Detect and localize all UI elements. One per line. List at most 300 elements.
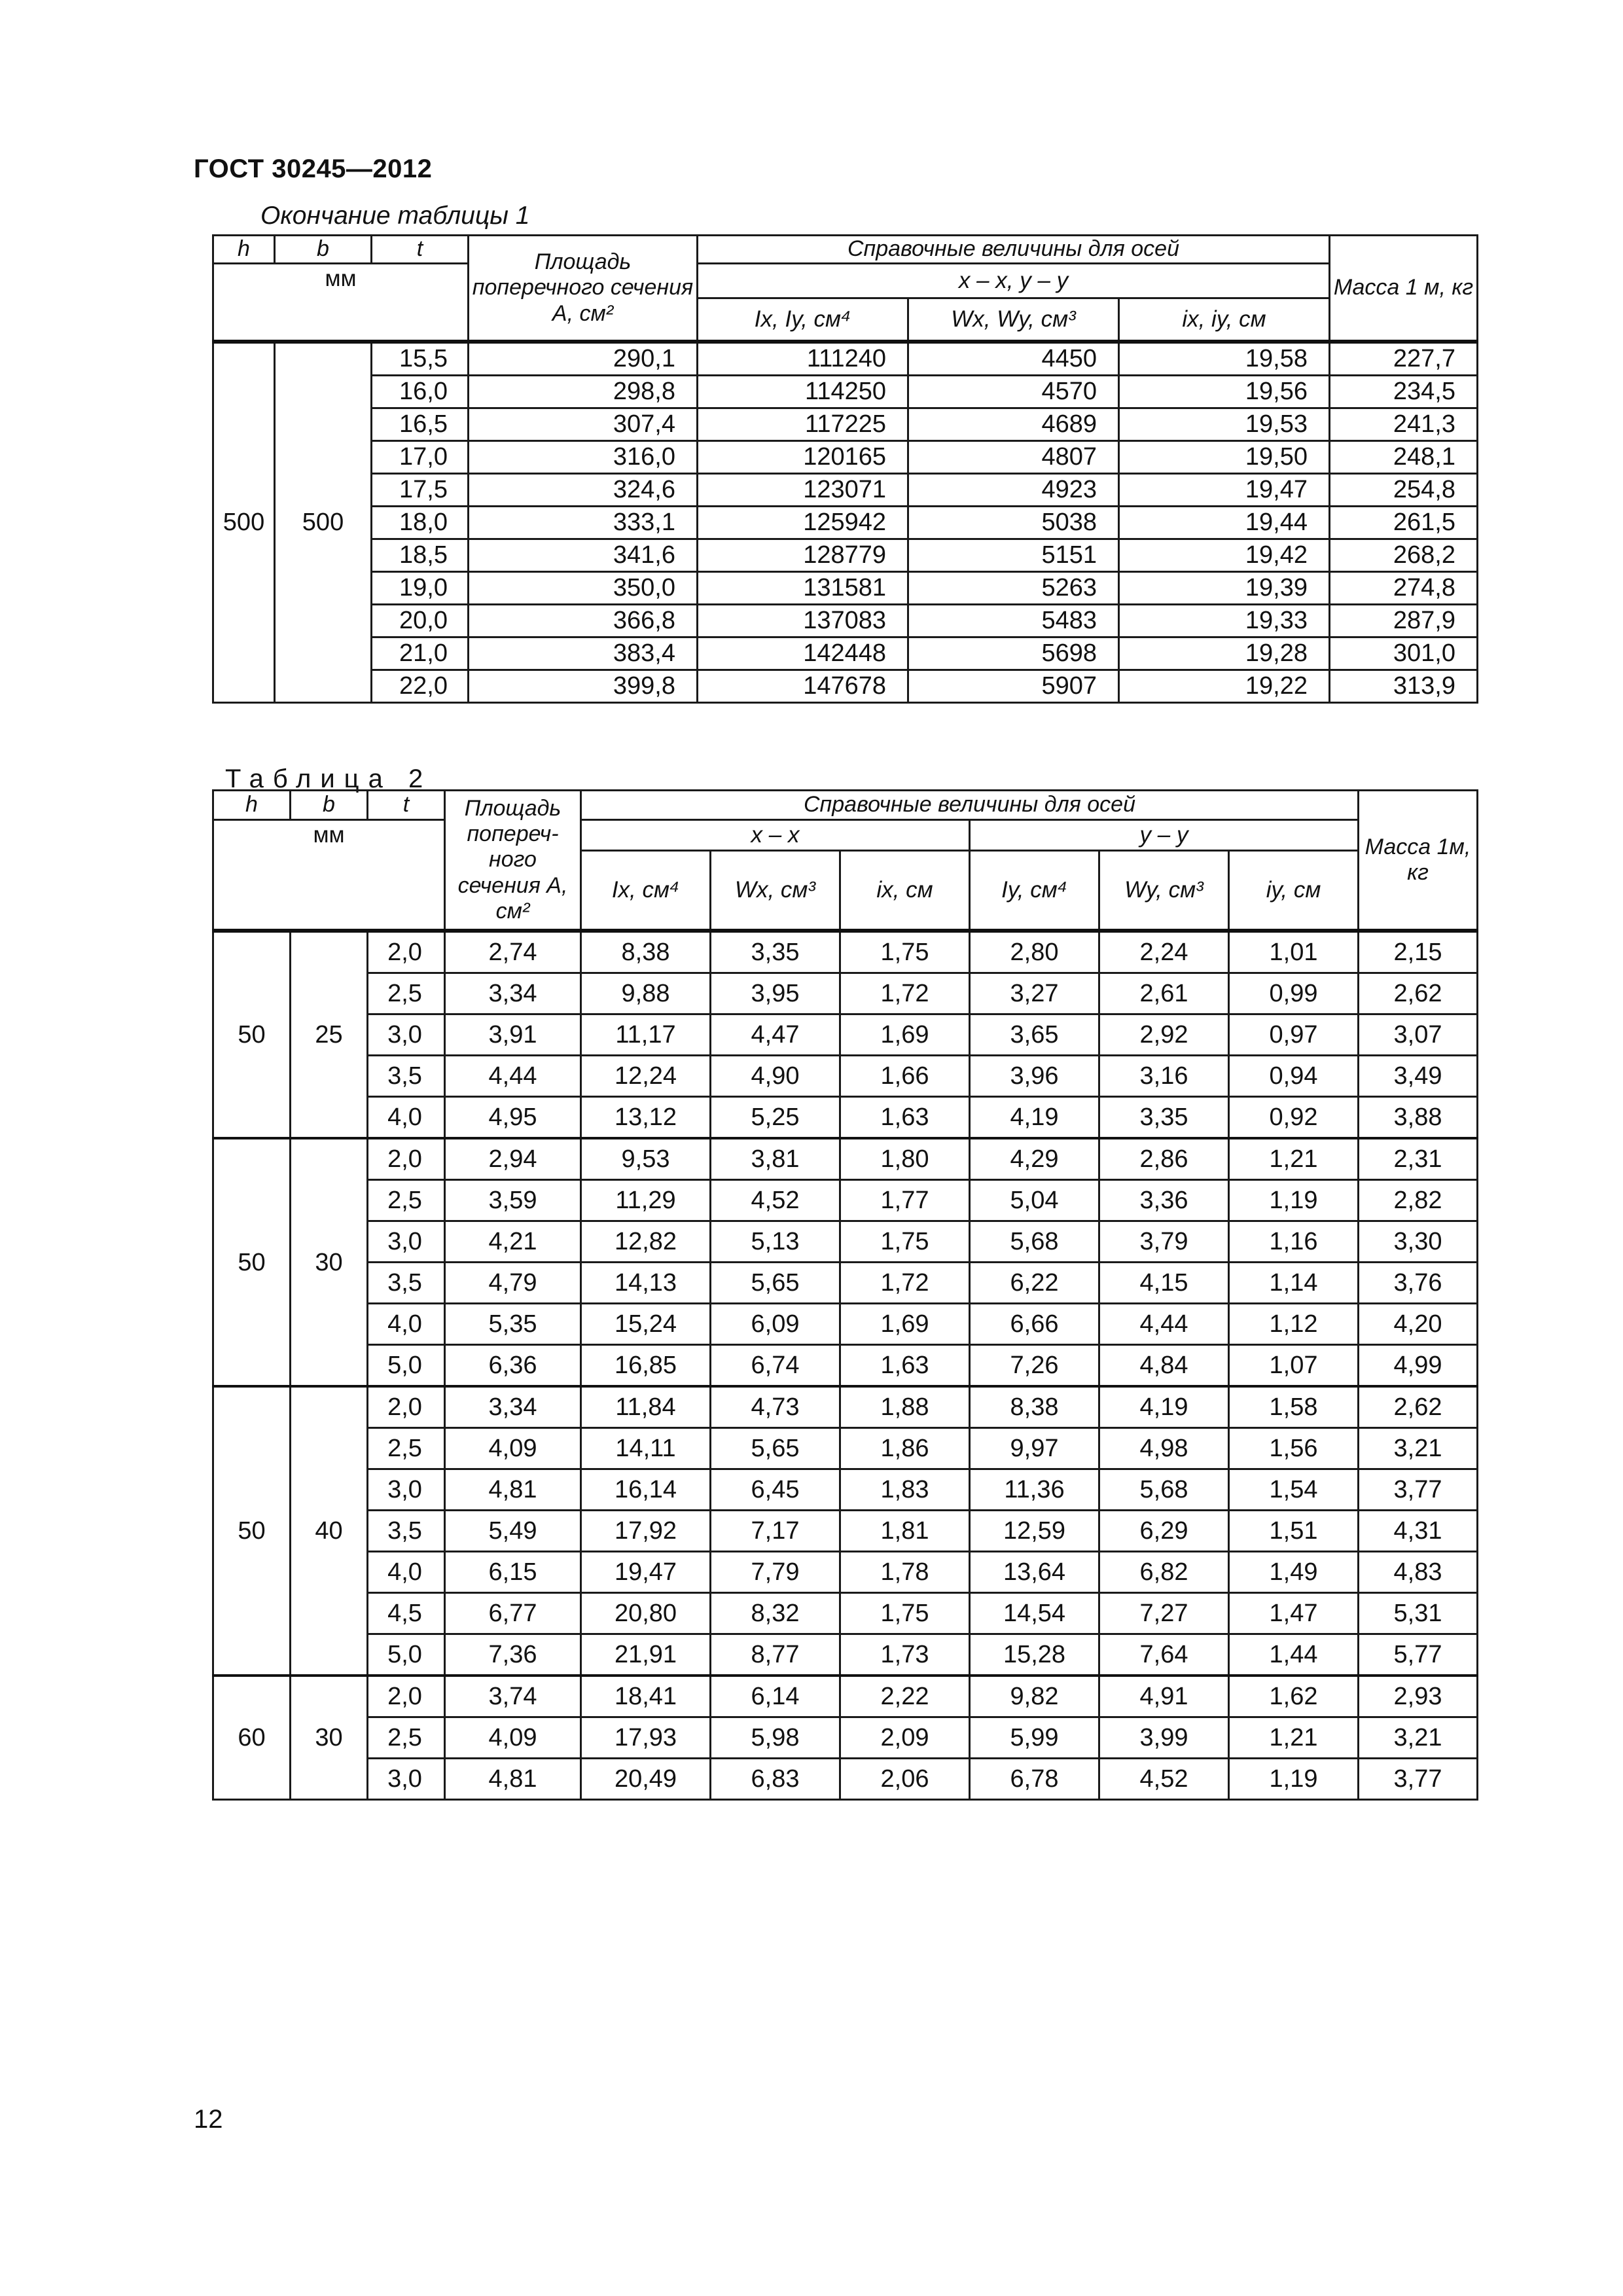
cell-area: 3,34: [445, 973, 581, 1014]
table-row: [213, 342, 1478, 376]
cell-mass: 2,31: [1359, 1138, 1478, 1180]
header-reference: Справочные величины для осей: [698, 236, 1330, 264]
table-row: [213, 1221, 1478, 1263]
cell-area: 324,6: [469, 474, 698, 507]
cell-iy: 1,14: [1229, 1263, 1359, 1304]
cell-Wy: 3,99: [1099, 1717, 1229, 1759]
cell-b: 40: [291, 1386, 368, 1676]
cell-i: 19,44: [1119, 507, 1330, 539]
cell-area: 366,8: [469, 605, 698, 637]
cell-mass: 3,76: [1359, 1263, 1478, 1304]
cell-Iy: 6,66: [970, 1304, 1099, 1345]
cell-mass: 268,2: [1330, 539, 1478, 572]
cell-ix: 1,75: [840, 931, 970, 973]
cell-Ix: 8,38: [581, 931, 711, 973]
header-col-W: Wx, Wy, см³: [908, 298, 1119, 342]
cell-Wy: 6,82: [1099, 1552, 1229, 1593]
cell-mass: 248,1: [1330, 441, 1478, 474]
cell-area: 307,4: [469, 408, 698, 441]
cell-mass: 274,8: [1330, 572, 1478, 605]
header-axis-x: x – x: [581, 820, 970, 851]
cell-area: 6,36: [445, 1345, 581, 1387]
cell-Ix: 14,13: [581, 1263, 711, 1304]
cell-Iy: 5,68: [970, 1221, 1099, 1263]
cell-Ix: 11,29: [581, 1180, 711, 1221]
cell-mass: 5,77: [1359, 1634, 1478, 1676]
cell-t: 2,0: [368, 1138, 445, 1180]
cell-area: 4,44: [445, 1056, 581, 1097]
cell-Iy: 9,82: [970, 1676, 1099, 1717]
cell-t: 5,0: [368, 1345, 445, 1387]
cell-b: 30: [291, 1138, 368, 1386]
cell-i: 19,53: [1119, 408, 1330, 441]
cell-t: 4,0: [368, 1097, 445, 1139]
cell-ix: 1,86: [840, 1428, 970, 1469]
table-row: [213, 1345, 1478, 1387]
cell-area: 4,79: [445, 1263, 581, 1304]
cell-W: 4689: [908, 408, 1119, 441]
cell-Ix: 11,84: [581, 1386, 711, 1428]
cell-mass: 261,5: [1330, 507, 1478, 539]
cell-i: 19,42: [1119, 539, 1330, 572]
cell-i: 19,28: [1119, 637, 1330, 670]
table-row: [213, 1304, 1478, 1345]
table-row: [213, 1014, 1478, 1056]
cell-iy: 0,92: [1229, 1097, 1359, 1139]
cell-iy: 1,62: [1229, 1676, 1359, 1717]
cell-t: 3,0: [368, 1759, 445, 1800]
cell-iy: 1,19: [1229, 1759, 1359, 1800]
cell-mass: 4,31: [1359, 1511, 1478, 1552]
cell-b: 500: [275, 342, 372, 703]
cell-Wx: 4,73: [711, 1386, 840, 1428]
table-row: [213, 1717, 1478, 1759]
table-row: [213, 1180, 1478, 1221]
cell-t: 21,0: [372, 637, 469, 670]
cell-t: 4,0: [368, 1304, 445, 1345]
cell-Iy: 14,54: [970, 1593, 1099, 1634]
cell-ix: 1,75: [840, 1221, 970, 1263]
table-row: [213, 1634, 1478, 1676]
cell-area: 4,09: [445, 1428, 581, 1469]
cell-mass: 3,88: [1359, 1097, 1478, 1139]
header-col-Wx: Wx, см³: [711, 851, 840, 931]
cell-Ix: 14,11: [581, 1428, 711, 1469]
cell-mass: 2,62: [1359, 973, 1478, 1014]
cell-Wx: 7,17: [711, 1511, 840, 1552]
cell-ix: 1,72: [840, 1263, 970, 1304]
cell-b: 30: [291, 1676, 368, 1800]
cell-Ix: 21,91: [581, 1634, 711, 1676]
table-row: [213, 670, 1478, 703]
cell-Wx: 5,65: [711, 1263, 840, 1304]
cell-t: 3,5: [368, 1263, 445, 1304]
header-b: b: [291, 791, 368, 820]
cell-h: 50: [213, 931, 291, 1138]
cell-Ix: 13,12: [581, 1097, 711, 1139]
cell-Ix: 12,24: [581, 1056, 711, 1097]
cell-I: 137083: [698, 605, 908, 637]
table-row: [213, 1552, 1478, 1593]
cell-t: 2,5: [368, 1428, 445, 1469]
cell-Ix: 16,85: [581, 1345, 711, 1387]
cell-area: 4,21: [445, 1221, 581, 1263]
cell-W: 5483: [908, 605, 1119, 637]
cell-W: 4450: [908, 342, 1119, 376]
table-row: [213, 1511, 1478, 1552]
cell-mass: 4,99: [1359, 1345, 1478, 1387]
header-h: h: [213, 791, 291, 820]
cell-I: 123071: [698, 474, 908, 507]
cell-ix: 1,63: [840, 1097, 970, 1139]
cell-t: 22,0: [372, 670, 469, 703]
cell-ix: 1,63: [840, 1345, 970, 1387]
cell-mass: 2,82: [1359, 1180, 1478, 1221]
header-col-i: ix, iy, см: [1119, 298, 1330, 342]
cell-Wy: 2,92: [1099, 1014, 1229, 1056]
cell-iy: 0,99: [1229, 973, 1359, 1014]
cell-i: 19,22: [1119, 670, 1330, 703]
cell-Wy: 4,19: [1099, 1386, 1229, 1428]
table1: [212, 234, 1478, 704]
header-area: Площадь поперечного сечения A, см²: [469, 236, 698, 342]
cell-Wx: 6,14: [711, 1676, 840, 1717]
header-mm: мм: [213, 264, 469, 342]
cell-Ix: 12,82: [581, 1221, 711, 1263]
cell-iy: 1,51: [1229, 1511, 1359, 1552]
cell-Wx: 4,52: [711, 1180, 840, 1221]
cell-ix: 1,77: [840, 1180, 970, 1221]
cell-Ix: 11,17: [581, 1014, 711, 1056]
cell-Wy: 2,24: [1099, 931, 1229, 973]
cell-Wy: 5,68: [1099, 1469, 1229, 1511]
table-row: [213, 1428, 1478, 1469]
cell-Iy: 5,04: [970, 1180, 1099, 1221]
cell-t: 16,5: [372, 408, 469, 441]
cell-area: 7,36: [445, 1634, 581, 1676]
cell-Wx: 3,35: [711, 931, 840, 973]
table-row: [213, 605, 1478, 637]
cell-t: 16,0: [372, 376, 469, 408]
table-row: [213, 1469, 1478, 1511]
cell-Iy: 6,22: [970, 1263, 1099, 1304]
cell-ix: 1,69: [840, 1014, 970, 1056]
cell-area: 5,49: [445, 1511, 581, 1552]
header-b: b: [275, 236, 372, 264]
cell-Iy: 4,19: [970, 1097, 1099, 1139]
cell-area: 4,81: [445, 1759, 581, 1800]
cell-t: 2,0: [368, 1676, 445, 1717]
cell-ix: 1,69: [840, 1304, 970, 1345]
cell-h: 500: [213, 342, 275, 703]
cell-ix: 1,72: [840, 973, 970, 1014]
cell-ix: 2,09: [840, 1717, 970, 1759]
cell-mass: 4,83: [1359, 1552, 1478, 1593]
cell-area: 5,35: [445, 1304, 581, 1345]
cell-t: 3,5: [368, 1511, 445, 1552]
cell-ix: 1,88: [840, 1386, 970, 1428]
cell-I: 125942: [698, 507, 908, 539]
table-row: [213, 408, 1478, 441]
cell-ix: 1,66: [840, 1056, 970, 1097]
cell-i: 19,50: [1119, 441, 1330, 474]
cell-Iy: 15,28: [970, 1634, 1099, 1676]
cell-I: 142448: [698, 637, 908, 670]
header-t: t: [372, 236, 469, 264]
cell-iy: 1,44: [1229, 1634, 1359, 1676]
page-number: 12: [194, 2105, 223, 2134]
cell-Wx: 5,65: [711, 1428, 840, 1469]
cell-iy: 1,21: [1229, 1138, 1359, 1180]
cell-Wy: 3,79: [1099, 1221, 1229, 1263]
cell-i: 19,39: [1119, 572, 1330, 605]
cell-W: 5698: [908, 637, 1119, 670]
cell-Ix: 19,47: [581, 1552, 711, 1593]
cell-Wy: 4,15: [1099, 1263, 1229, 1304]
table-row: [213, 1097, 1478, 1139]
cell-Iy: 11,36: [970, 1469, 1099, 1511]
cell-W: 4807: [908, 441, 1119, 474]
cell-ix: 1,80: [840, 1138, 970, 1180]
cell-Wx: 7,79: [711, 1552, 840, 1593]
cell-ix: 1,83: [840, 1469, 970, 1511]
cell-t: 3,0: [368, 1221, 445, 1263]
cell-Wx: 5,13: [711, 1221, 840, 1263]
cell-area: 290,1: [469, 342, 698, 376]
cell-Wy: 3,16: [1099, 1056, 1229, 1097]
cell-mass: 3,49: [1359, 1056, 1478, 1097]
header-h: h: [213, 236, 275, 264]
header-area: Площадь попереч-ного сечения A, см²: [445, 791, 581, 931]
cell-Wy: 2,86: [1099, 1138, 1229, 1180]
cell-Iy: 3,96: [970, 1056, 1099, 1097]
cell-Ix: 9,53: [581, 1138, 711, 1180]
cell-Iy: 9,97: [970, 1428, 1099, 1469]
cell-Ix: 15,24: [581, 1304, 711, 1345]
header-axes: x – x, y – y: [698, 264, 1330, 298]
cell-I: 117225: [698, 408, 908, 441]
cell-area: 6,77: [445, 1593, 581, 1634]
cell-mass: 234,5: [1330, 376, 1478, 408]
cell-area: 298,8: [469, 376, 698, 408]
cell-mass: 3,21: [1359, 1428, 1478, 1469]
cell-W: 5907: [908, 670, 1119, 703]
cell-ix: 1,81: [840, 1511, 970, 1552]
cell-t: 19,0: [372, 572, 469, 605]
cell-Wy: 6,29: [1099, 1511, 1229, 1552]
cell-mass: 3,77: [1359, 1759, 1478, 1800]
cell-Wx: 3,81: [711, 1138, 840, 1180]
cell-ix: 1,78: [840, 1552, 970, 1593]
cell-Wx: 3,95: [711, 973, 840, 1014]
table2-caption: Таблица 2: [225, 764, 433, 793]
cell-t: 2,5: [368, 1717, 445, 1759]
table-row: [213, 376, 1478, 408]
cell-t: 3,0: [368, 1014, 445, 1056]
cell-Wy: 4,84: [1099, 1345, 1229, 1387]
cell-mass: 287,9: [1330, 605, 1478, 637]
cell-Wx: 5,25: [711, 1097, 840, 1139]
cell-i: 19,33: [1119, 605, 1330, 637]
table-row: [213, 1138, 1478, 1180]
header-col-iy: iy, см: [1229, 851, 1359, 931]
cell-h: 50: [213, 1386, 291, 1676]
cell-iy: 1,21: [1229, 1717, 1359, 1759]
table-row: [213, 1263, 1478, 1304]
cell-ix: 2,06: [840, 1759, 970, 1800]
cell-h: 60: [213, 1676, 291, 1800]
table-row: [213, 931, 1478, 973]
cell-Wy: 2,61: [1099, 973, 1229, 1014]
cell-area: 316,0: [469, 441, 698, 474]
cell-Iy: 12,59: [970, 1511, 1099, 1552]
cell-Wx: 6,83: [711, 1759, 840, 1800]
cell-ix: 1,73: [840, 1634, 970, 1676]
cell-area: 4,95: [445, 1097, 581, 1139]
cell-mass: 313,9: [1330, 670, 1478, 703]
cell-t: 18,0: [372, 507, 469, 539]
header-col-Ix: Ix, см⁴: [581, 851, 711, 931]
cell-area: 383,4: [469, 637, 698, 670]
cell-Iy: 8,38: [970, 1386, 1099, 1428]
header-col-Iy: Iy, см⁴: [970, 851, 1099, 931]
cell-mass: 241,3: [1330, 408, 1478, 441]
cell-Ix: 9,88: [581, 973, 711, 1014]
cell-Iy: 3,65: [970, 1014, 1099, 1056]
cell-mass: 254,8: [1330, 474, 1478, 507]
cell-t: 2,0: [368, 931, 445, 973]
table-row: [213, 507, 1478, 539]
header-col-ix: ix, см: [840, 851, 970, 931]
cell-area: 4,09: [445, 1717, 581, 1759]
cell-t: 15,5: [372, 342, 469, 376]
header-col-Wy: Wy, см³: [1099, 851, 1229, 931]
table-row: [213, 1676, 1478, 1717]
header-mass: Масса 1м, кг: [1359, 791, 1478, 931]
cell-mass: 3,30: [1359, 1221, 1478, 1263]
table2: [212, 789, 1478, 1801]
cell-Wy: 3,35: [1099, 1097, 1229, 1139]
cell-iy: 1,19: [1229, 1180, 1359, 1221]
cell-t: 2,5: [368, 1180, 445, 1221]
cell-Ix: 18,41: [581, 1676, 711, 1717]
cell-Iy: 4,29: [970, 1138, 1099, 1180]
cell-I: 128779: [698, 539, 908, 572]
cell-t: 20,0: [372, 605, 469, 637]
cell-iy: 1,49: [1229, 1552, 1359, 1593]
cell-iy: 0,97: [1229, 1014, 1359, 1056]
header-t: t: [368, 791, 445, 820]
cell-mass: 2,15: [1359, 931, 1478, 973]
cell-t: 17,5: [372, 474, 469, 507]
cell-t: 17,0: [372, 441, 469, 474]
cell-t: 18,5: [372, 539, 469, 572]
cell-t: 5,0: [368, 1634, 445, 1676]
cell-mass: 301,0: [1330, 637, 1478, 670]
cell-Wy: 4,52: [1099, 1759, 1229, 1800]
cell-W: 5151: [908, 539, 1119, 572]
cell-iy: 1,58: [1229, 1386, 1359, 1428]
cell-I: 147678: [698, 670, 908, 703]
cell-area: 2,94: [445, 1138, 581, 1180]
cell-t: 3,5: [368, 1056, 445, 1097]
cell-area: 2,74: [445, 931, 581, 973]
cell-iy: 1,54: [1229, 1469, 1359, 1511]
cell-iy: 1,07: [1229, 1345, 1359, 1387]
cell-Iy: 3,27: [970, 973, 1099, 1014]
table-row: [213, 1593, 1478, 1634]
cell-Wy: 3,36: [1099, 1180, 1229, 1221]
cell-Ix: 17,92: [581, 1511, 711, 1552]
cell-I: 120165: [698, 441, 908, 474]
cell-Wx: 4,90: [711, 1056, 840, 1097]
cell-t: 2,5: [368, 973, 445, 1014]
header-mm: мм: [213, 820, 445, 931]
cell-iy: 1,47: [1229, 1593, 1359, 1634]
cell-t: 3,0: [368, 1469, 445, 1511]
header-col-I: Ix, Iy, см⁴: [698, 298, 908, 342]
cell-Wy: 4,44: [1099, 1304, 1229, 1345]
cell-area: 350,0: [469, 572, 698, 605]
cell-Wy: 4,98: [1099, 1428, 1229, 1469]
cell-t: 4,5: [368, 1593, 445, 1634]
cell-Wx: 6,45: [711, 1469, 840, 1511]
cell-W: 5038: [908, 507, 1119, 539]
cell-W: 5263: [908, 572, 1119, 605]
cell-W: 4923: [908, 474, 1119, 507]
cell-ix: 2,22: [840, 1676, 970, 1717]
cell-iy: 1,12: [1229, 1304, 1359, 1345]
table-row: [213, 1386, 1478, 1428]
cell-area: 3,59: [445, 1180, 581, 1221]
cell-Iy: 7,26: [970, 1345, 1099, 1387]
table1-caption: Окончание таблицы 1: [260, 202, 530, 230]
cell-Wy: 7,64: [1099, 1634, 1229, 1676]
cell-area: 399,8: [469, 670, 698, 703]
cell-I: 131581: [698, 572, 908, 605]
cell-i: 19,56: [1119, 376, 1330, 408]
cell-area: 4,81: [445, 1469, 581, 1511]
cell-h: 50: [213, 1138, 291, 1386]
cell-mass: 3,21: [1359, 1717, 1478, 1759]
cell-Iy: 13,64: [970, 1552, 1099, 1593]
table-row: [213, 637, 1478, 670]
cell-iy: 0,94: [1229, 1056, 1359, 1097]
cell-mass: 2,93: [1359, 1676, 1478, 1717]
table-row: [213, 1759, 1478, 1800]
header-reference: Справочные величины для осей: [581, 791, 1359, 820]
cell-ix: 1,75: [840, 1593, 970, 1634]
cell-iy: 1,01: [1229, 931, 1359, 973]
cell-mass: 4,20: [1359, 1304, 1478, 1345]
cell-Wx: 8,77: [711, 1634, 840, 1676]
cell-Wx: 8,32: [711, 1593, 840, 1634]
document-header: ГОСТ 30245—2012: [194, 154, 433, 183]
cell-Ix: 16,14: [581, 1469, 711, 1511]
cell-Ix: 17,93: [581, 1717, 711, 1759]
cell-iy: 1,16: [1229, 1221, 1359, 1263]
cell-Iy: 2,80: [970, 931, 1099, 973]
cell-i: 19,58: [1119, 342, 1330, 376]
cell-area: 341,6: [469, 539, 698, 572]
cell-I: 111240: [698, 342, 908, 376]
cell-mass: 2,62: [1359, 1386, 1478, 1428]
cell-mass: 5,31: [1359, 1593, 1478, 1634]
cell-Wx: 6,74: [711, 1345, 840, 1387]
table-row: [213, 572, 1478, 605]
cell-area: 3,34: [445, 1386, 581, 1428]
cell-area: 3,74: [445, 1676, 581, 1717]
